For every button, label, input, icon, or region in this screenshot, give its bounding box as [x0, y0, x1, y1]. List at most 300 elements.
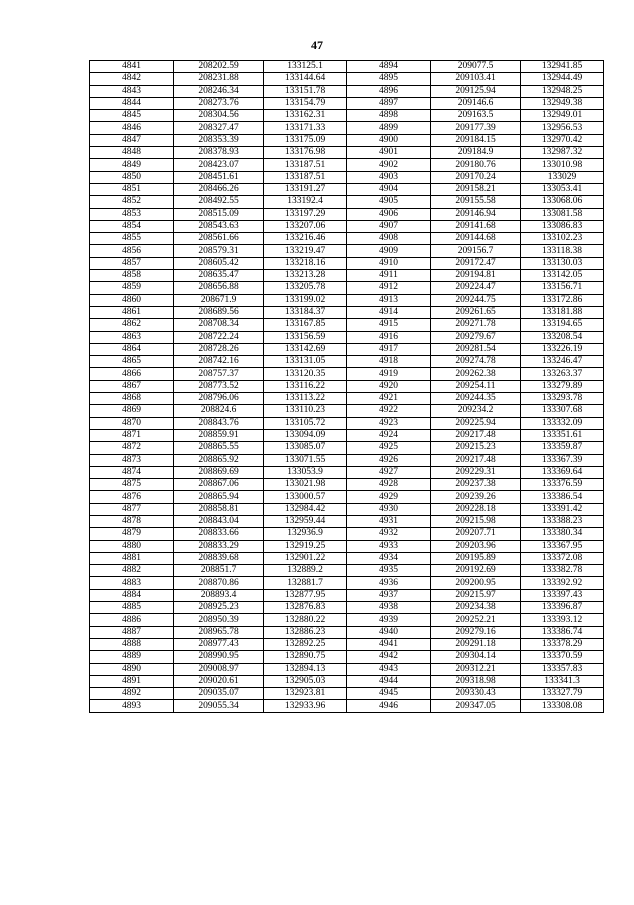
table-row: [90, 577, 604, 589]
point-number-left-cell: 4863: [90, 331, 174, 343]
x-coordinate-left-cell: 209008.97: [174, 663, 264, 675]
x-coordinate-left-cell: 208867.06: [174, 479, 264, 491]
x-coordinate-left-cell: 208579.31: [174, 245, 264, 257]
point-number-right-cell: 4916: [347, 331, 431, 343]
y-coordinate-left-cell: 133021.98: [264, 479, 347, 491]
table-row: [90, 417, 604, 429]
x-coordinate-right-cell: 209146.6: [431, 97, 521, 109]
table-row: [90, 343, 604, 355]
point-number-right-cell: 4927: [347, 466, 431, 478]
point-number-right-cell: 4924: [347, 429, 431, 441]
x-coordinate-right-cell: 209077.5: [431, 61, 521, 73]
point-number-right-cell: 4935: [347, 565, 431, 577]
x-coordinate-left-cell: 208839.68: [174, 552, 264, 564]
y-coordinate-right-cell: 133367.39: [521, 454, 604, 466]
y-coordinate-right-cell: 133351.61: [521, 429, 604, 441]
y-coordinate-right-cell: 133142.05: [521, 270, 604, 282]
x-coordinate-right-cell: 209215.98: [431, 515, 521, 527]
table-row: [90, 147, 604, 159]
y-coordinate-left-cell: 133113.22: [264, 393, 347, 405]
point-number-left-cell: 4886: [90, 614, 174, 626]
point-number-right-cell: 4919: [347, 368, 431, 380]
x-coordinate-right-cell: 209312.21: [431, 663, 521, 675]
x-coordinate-left-cell: 208965.78: [174, 626, 264, 638]
y-coordinate-left-cell: 133171.33: [264, 122, 347, 134]
point-number-left-cell: 4889: [90, 651, 174, 663]
y-coordinate-right-cell: 132956.53: [521, 122, 604, 134]
y-coordinate-left-cell: 133120.35: [264, 368, 347, 380]
y-coordinate-right-cell: 133053.41: [521, 183, 604, 195]
point-number-left-cell: 4846: [90, 122, 174, 134]
x-coordinate-right-cell: 209146.94: [431, 208, 521, 220]
x-coordinate-left-cell: 208757.37: [174, 368, 264, 380]
y-coordinate-left-cell: 133167.85: [264, 319, 347, 331]
point-number-right-cell: 4943: [347, 663, 431, 675]
x-coordinate-left-cell: 208865.94: [174, 491, 264, 503]
y-coordinate-right-cell: 133307.68: [521, 405, 604, 417]
point-number-left-cell: 4849: [90, 159, 174, 171]
y-coordinate-left-cell: 132901.22: [264, 552, 347, 564]
y-coordinate-right-cell: 133327.79: [521, 688, 604, 700]
y-coordinate-left-cell: 132894.13: [264, 663, 347, 675]
point-number-right-cell: 4904: [347, 183, 431, 195]
x-coordinate-left-cell: 208833.66: [174, 528, 264, 540]
point-number-right-cell: 4929: [347, 491, 431, 503]
x-coordinate-left-cell: 208451.61: [174, 171, 264, 183]
table-row: [90, 663, 604, 675]
y-coordinate-left-cell: 133154.79: [264, 97, 347, 109]
point-number-left-cell: 4852: [90, 196, 174, 208]
x-coordinate-right-cell: 209262.38: [431, 368, 521, 380]
x-coordinate-right-cell: 209304.14: [431, 651, 521, 663]
x-coordinate-left-cell: 208246.34: [174, 85, 264, 97]
table-row: [90, 196, 604, 208]
table-row: [90, 233, 604, 245]
x-coordinate-left-cell: 208466.26: [174, 183, 264, 195]
x-coordinate-left-cell: 208492.55: [174, 196, 264, 208]
point-number-left-cell: 4848: [90, 147, 174, 159]
y-coordinate-right-cell: 133359.87: [521, 442, 604, 454]
x-coordinate-left-cell: 208824.6: [174, 405, 264, 417]
point-number-right-cell: 4926: [347, 454, 431, 466]
y-coordinate-right-cell: 133386.54: [521, 491, 604, 503]
x-coordinate-left-cell: 208865.92: [174, 454, 264, 466]
point-number-left-cell: 4880: [90, 540, 174, 552]
point-number-right-cell: 4905: [347, 196, 431, 208]
y-coordinate-right-cell: 133382.78: [521, 565, 604, 577]
point-number-right-cell: 4912: [347, 282, 431, 294]
point-number-left-cell: 4879: [90, 528, 174, 540]
point-number-left-cell: 4877: [90, 503, 174, 515]
y-coordinate-right-cell: 133380.34: [521, 528, 604, 540]
y-coordinate-right-cell: 133172.86: [521, 294, 604, 306]
point-number-right-cell: 4907: [347, 220, 431, 232]
point-number-left-cell: 4868: [90, 393, 174, 405]
y-coordinate-right-cell: 133156.71: [521, 282, 604, 294]
x-coordinate-right-cell: 209330.43: [431, 688, 521, 700]
table-row: [90, 589, 604, 601]
point-number-left-cell: 4850: [90, 171, 174, 183]
y-coordinate-left-cell: 132959.44: [264, 515, 347, 527]
y-coordinate-left-cell: 133162.31: [264, 110, 347, 122]
table-row: [90, 466, 604, 478]
point-number-left-cell: 4892: [90, 688, 174, 700]
table-row: [90, 491, 604, 503]
point-number-left-cell: 4856: [90, 245, 174, 257]
x-coordinate-left-cell: 208423.07: [174, 159, 264, 171]
table-row: [90, 159, 604, 171]
point-number-right-cell: 4920: [347, 380, 431, 392]
point-number-left-cell: 4887: [90, 626, 174, 638]
y-coordinate-left-cell: 133151.78: [264, 85, 347, 97]
y-coordinate-right-cell: 133341.3: [521, 675, 604, 687]
point-number-right-cell: 4909: [347, 245, 431, 257]
x-coordinate-right-cell: 209156.7: [431, 245, 521, 257]
point-number-right-cell: 4932: [347, 528, 431, 540]
point-number-left-cell: 4890: [90, 663, 174, 675]
point-number-right-cell: 4934: [347, 552, 431, 564]
table-row: [90, 97, 604, 109]
point-number-left-cell: 4893: [90, 700, 174, 712]
x-coordinate-left-cell: 208202.59: [174, 61, 264, 73]
point-number-right-cell: 4937: [347, 589, 431, 601]
y-coordinate-right-cell: 133367.95: [521, 540, 604, 552]
y-coordinate-left-cell: 133197.29: [264, 208, 347, 220]
table-row: [90, 479, 604, 491]
x-coordinate-right-cell: 209141.68: [431, 220, 521, 232]
y-coordinate-right-cell: 133369.64: [521, 466, 604, 478]
y-coordinate-right-cell: 133372.08: [521, 552, 604, 564]
x-coordinate-right-cell: 209215.23: [431, 442, 521, 454]
point-number-right-cell: 4944: [347, 675, 431, 687]
x-coordinate-left-cell: 208869.69: [174, 466, 264, 478]
point-number-right-cell: 4913: [347, 294, 431, 306]
x-coordinate-left-cell: 208977.43: [174, 638, 264, 650]
y-coordinate-left-cell: 133125.1: [264, 61, 347, 73]
y-coordinate-left-cell: 133216.46: [264, 233, 347, 245]
x-coordinate-left-cell: 208843.04: [174, 515, 264, 527]
table-row: [90, 331, 604, 343]
y-coordinate-left-cell: 133207.06: [264, 220, 347, 232]
y-coordinate-right-cell: 133293.78: [521, 393, 604, 405]
table-row: [90, 503, 604, 515]
point-number-left-cell: 4870: [90, 417, 174, 429]
y-coordinate-left-cell: 132933.96: [264, 700, 347, 712]
y-coordinate-left-cell: 133142.69: [264, 343, 347, 355]
x-coordinate-left-cell: 208859.91: [174, 429, 264, 441]
point-number-right-cell: 4941: [347, 638, 431, 650]
table-row: [90, 368, 604, 380]
y-coordinate-right-cell: 133370.59: [521, 651, 604, 663]
point-number-right-cell: 4915: [347, 319, 431, 331]
x-coordinate-right-cell: 209252.21: [431, 614, 521, 626]
point-number-left-cell: 4864: [90, 343, 174, 355]
x-coordinate-right-cell: 209103.41: [431, 73, 521, 85]
y-coordinate-left-cell: 133213.28: [264, 270, 347, 282]
x-coordinate-right-cell: 209192.69: [431, 565, 521, 577]
y-coordinate-right-cell: 133279.89: [521, 380, 604, 392]
table-row: [90, 220, 604, 232]
y-coordinate-left-cell: 132905.03: [264, 675, 347, 687]
table-row: [90, 565, 604, 577]
x-coordinate-left-cell: 208515.09: [174, 208, 264, 220]
y-coordinate-left-cell: 132880.22: [264, 614, 347, 626]
y-coordinate-left-cell: 132889.2: [264, 565, 347, 577]
point-number-right-cell: 4910: [347, 257, 431, 269]
x-coordinate-right-cell: 209217.48: [431, 429, 521, 441]
y-coordinate-left-cell: 133085.07: [264, 442, 347, 454]
x-coordinate-left-cell: 208843.76: [174, 417, 264, 429]
y-coordinate-right-cell: 132987.32: [521, 147, 604, 159]
point-number-left-cell: 4888: [90, 638, 174, 650]
x-coordinate-left-cell: 208950.39: [174, 614, 264, 626]
point-number-right-cell: 4898: [347, 110, 431, 122]
point-number-right-cell: 4940: [347, 626, 431, 638]
y-coordinate-left-cell: 133219.47: [264, 245, 347, 257]
point-number-left-cell: 4891: [90, 675, 174, 687]
point-number-right-cell: 4933: [347, 540, 431, 552]
x-coordinate-left-cell: 208833.29: [174, 540, 264, 552]
y-coordinate-right-cell: 133102.23: [521, 233, 604, 245]
point-number-right-cell: 4921: [347, 393, 431, 405]
y-coordinate-left-cell: 133199.02: [264, 294, 347, 306]
point-number-right-cell: 4908: [347, 233, 431, 245]
x-coordinate-right-cell: 209207.71: [431, 528, 521, 540]
y-coordinate-left-cell: 133094.09: [264, 429, 347, 441]
x-coordinate-right-cell: 209234.2: [431, 405, 521, 417]
y-coordinate-right-cell: 132944.49: [521, 73, 604, 85]
point-number-right-cell: 4903: [347, 171, 431, 183]
x-coordinate-left-cell: 208722.24: [174, 331, 264, 343]
x-coordinate-left-cell: 208689.56: [174, 306, 264, 318]
point-number-right-cell: 4906: [347, 208, 431, 220]
x-coordinate-left-cell: 209020.61: [174, 675, 264, 687]
x-coordinate-right-cell: 209244.35: [431, 393, 521, 405]
y-coordinate-left-cell: 133131.05: [264, 356, 347, 368]
point-number-left-cell: 4872: [90, 442, 174, 454]
table-row: [90, 540, 604, 552]
table-row: [90, 257, 604, 269]
point-number-left-cell: 4842: [90, 73, 174, 85]
point-number-left-cell: 4847: [90, 134, 174, 146]
point-number-right-cell: 4894: [347, 61, 431, 73]
point-number-left-cell: 4881: [90, 552, 174, 564]
x-coordinate-left-cell: 208635.47: [174, 270, 264, 282]
y-coordinate-left-cell: 132877.95: [264, 589, 347, 601]
y-coordinate-left-cell: 133053.9: [264, 466, 347, 478]
y-coordinate-right-cell: 133118.38: [521, 245, 604, 257]
x-coordinate-right-cell: 209224.47: [431, 282, 521, 294]
x-coordinate-right-cell: 209217.48: [431, 454, 521, 466]
y-coordinate-right-cell: 133376.59: [521, 479, 604, 491]
y-coordinate-left-cell: 132876.83: [264, 602, 347, 614]
y-coordinate-right-cell: 133396.87: [521, 602, 604, 614]
point-number-left-cell: 4869: [90, 405, 174, 417]
x-coordinate-left-cell: 208353.39: [174, 134, 264, 146]
x-coordinate-right-cell: 209228.18: [431, 503, 521, 515]
point-number-right-cell: 4946: [347, 700, 431, 712]
y-coordinate-right-cell: 133378.29: [521, 638, 604, 650]
point-number-left-cell: 4873: [90, 454, 174, 466]
table-row: [90, 110, 604, 122]
point-number-left-cell: 4883: [90, 577, 174, 589]
x-coordinate-right-cell: 209158.21: [431, 183, 521, 195]
point-number-right-cell: 4942: [347, 651, 431, 663]
y-coordinate-left-cell: 133187.51: [264, 171, 347, 183]
table-row: [90, 183, 604, 195]
x-coordinate-right-cell: 209234.38: [431, 602, 521, 614]
x-coordinate-right-cell: 209184.9: [431, 147, 521, 159]
x-coordinate-left-cell: 208231.88: [174, 73, 264, 85]
x-coordinate-right-cell: 209261.65: [431, 306, 521, 318]
table-row: [90, 306, 604, 318]
x-coordinate-right-cell: 209279.16: [431, 626, 521, 638]
table-row: [90, 442, 604, 454]
x-coordinate-right-cell: 209215.97: [431, 589, 521, 601]
x-coordinate-right-cell: 209125.94: [431, 85, 521, 97]
point-number-left-cell: 4857: [90, 257, 174, 269]
y-coordinate-left-cell: 133191.27: [264, 183, 347, 195]
x-coordinate-right-cell: 209180.76: [431, 159, 521, 171]
point-number-left-cell: 4866: [90, 368, 174, 380]
x-coordinate-left-cell: 208656.88: [174, 282, 264, 294]
point-number-right-cell: 4900: [347, 134, 431, 146]
y-coordinate-left-cell: 132892.25: [264, 638, 347, 650]
point-number-left-cell: 4855: [90, 233, 174, 245]
point-number-left-cell: 4871: [90, 429, 174, 441]
x-coordinate-left-cell: 208870.86: [174, 577, 264, 589]
y-coordinate-left-cell: 133218.16: [264, 257, 347, 269]
x-coordinate-left-cell: 209055.34: [174, 700, 264, 712]
y-coordinate-left-cell: 132890.75: [264, 651, 347, 663]
y-coordinate-left-cell: 132936.9: [264, 528, 347, 540]
point-number-left-cell: 4858: [90, 270, 174, 282]
table-row: [90, 73, 604, 85]
x-coordinate-left-cell: 208773.52: [174, 380, 264, 392]
table-row: [90, 208, 604, 220]
point-number-right-cell: 4918: [347, 356, 431, 368]
point-number-right-cell: 4923: [347, 417, 431, 429]
point-number-right-cell: 4945: [347, 688, 431, 700]
table-row: [90, 405, 604, 417]
x-coordinate-left-cell: 208304.56: [174, 110, 264, 122]
table-row: [90, 429, 604, 441]
y-coordinate-right-cell: 133393.12: [521, 614, 604, 626]
y-coordinate-left-cell: 133071.55: [264, 454, 347, 466]
y-coordinate-left-cell: 133156.59: [264, 331, 347, 343]
x-coordinate-right-cell: 209281.54: [431, 343, 521, 355]
table-row: [90, 294, 604, 306]
x-coordinate-left-cell: 209035.07: [174, 688, 264, 700]
point-number-left-cell: 4854: [90, 220, 174, 232]
table-row: [90, 356, 604, 368]
point-number-right-cell: 4895: [347, 73, 431, 85]
point-number-left-cell: 4861: [90, 306, 174, 318]
x-coordinate-right-cell: 209347.05: [431, 700, 521, 712]
point-number-right-cell: 4917: [347, 343, 431, 355]
x-coordinate-left-cell: 208851.7: [174, 565, 264, 577]
x-coordinate-right-cell: 209291.18: [431, 638, 521, 650]
table-row: [90, 282, 604, 294]
x-coordinate-right-cell: 209177.39: [431, 122, 521, 134]
x-coordinate-left-cell: 208543.63: [174, 220, 264, 232]
y-coordinate-right-cell: 133392.92: [521, 577, 604, 589]
x-coordinate-left-cell: 208990.95: [174, 651, 264, 663]
x-coordinate-right-cell: 209244.75: [431, 294, 521, 306]
y-coordinate-right-cell: 133068.06: [521, 196, 604, 208]
y-coordinate-right-cell: 133308.08: [521, 700, 604, 712]
point-number-right-cell: 4911: [347, 270, 431, 282]
table-row: [90, 515, 604, 527]
x-coordinate-right-cell: 209194.81: [431, 270, 521, 282]
point-number-left-cell: 4876: [90, 491, 174, 503]
point-number-left-cell: 4865: [90, 356, 174, 368]
y-coordinate-right-cell: 133181.88: [521, 306, 604, 318]
x-coordinate-right-cell: 209279.67: [431, 331, 521, 343]
point-number-right-cell: 4902: [347, 159, 431, 171]
point-number-right-cell: 4914: [347, 306, 431, 318]
y-coordinate-right-cell: 133246.47: [521, 356, 604, 368]
table-row: [90, 675, 604, 687]
point-number-right-cell: 4938: [347, 602, 431, 614]
point-number-left-cell: 4851: [90, 183, 174, 195]
page-number: 47: [311, 38, 323, 52]
table-row: [90, 454, 604, 466]
x-coordinate-right-cell: 209172.47: [431, 257, 521, 269]
x-coordinate-right-cell: 209254.11: [431, 380, 521, 392]
y-coordinate-right-cell: 133029: [521, 171, 604, 183]
point-number-left-cell: 4862: [90, 319, 174, 331]
point-number-left-cell: 4845: [90, 110, 174, 122]
point-number-right-cell: 4939: [347, 614, 431, 626]
y-coordinate-left-cell: 132919.25: [264, 540, 347, 552]
point-number-left-cell: 4867: [90, 380, 174, 392]
y-coordinate-right-cell: 133388.23: [521, 515, 604, 527]
coordinates-table-body: [90, 61, 604, 713]
point-number-left-cell: 4874: [90, 466, 174, 478]
y-coordinate-right-cell: 133208.54: [521, 331, 604, 343]
point-number-left-cell: 4882: [90, 565, 174, 577]
table-row: [90, 380, 604, 392]
point-number-right-cell: 4936: [347, 577, 431, 589]
table-row: [90, 638, 604, 650]
y-coordinate-right-cell: 133194.65: [521, 319, 604, 331]
y-coordinate-right-cell: 132948.25: [521, 85, 604, 97]
point-number-right-cell: 4925: [347, 442, 431, 454]
x-coordinate-right-cell: 209144.68: [431, 233, 521, 245]
table-row: [90, 700, 604, 712]
x-coordinate-left-cell: 208327.47: [174, 122, 264, 134]
y-coordinate-right-cell: 133332.09: [521, 417, 604, 429]
y-coordinate-right-cell: 133391.42: [521, 503, 604, 515]
y-coordinate-right-cell: 133081.58: [521, 208, 604, 220]
x-coordinate-right-cell: 209203.96: [431, 540, 521, 552]
table-row: [90, 134, 604, 146]
table-row: [90, 245, 604, 257]
y-coordinate-left-cell: 133187.51: [264, 159, 347, 171]
table-row: [90, 171, 604, 183]
x-coordinate-left-cell: 208273.76: [174, 97, 264, 109]
x-coordinate-right-cell: 209200.95: [431, 577, 521, 589]
point-number-left-cell: 4875: [90, 479, 174, 491]
x-coordinate-right-cell: 209170.24: [431, 171, 521, 183]
x-coordinate-left-cell: 208378.93: [174, 147, 264, 159]
point-number-left-cell: 4841: [90, 61, 174, 73]
x-coordinate-left-cell: 208671.9: [174, 294, 264, 306]
table-row: [90, 319, 604, 331]
table-row: [90, 688, 604, 700]
y-coordinate-left-cell: 133176.98: [264, 147, 347, 159]
